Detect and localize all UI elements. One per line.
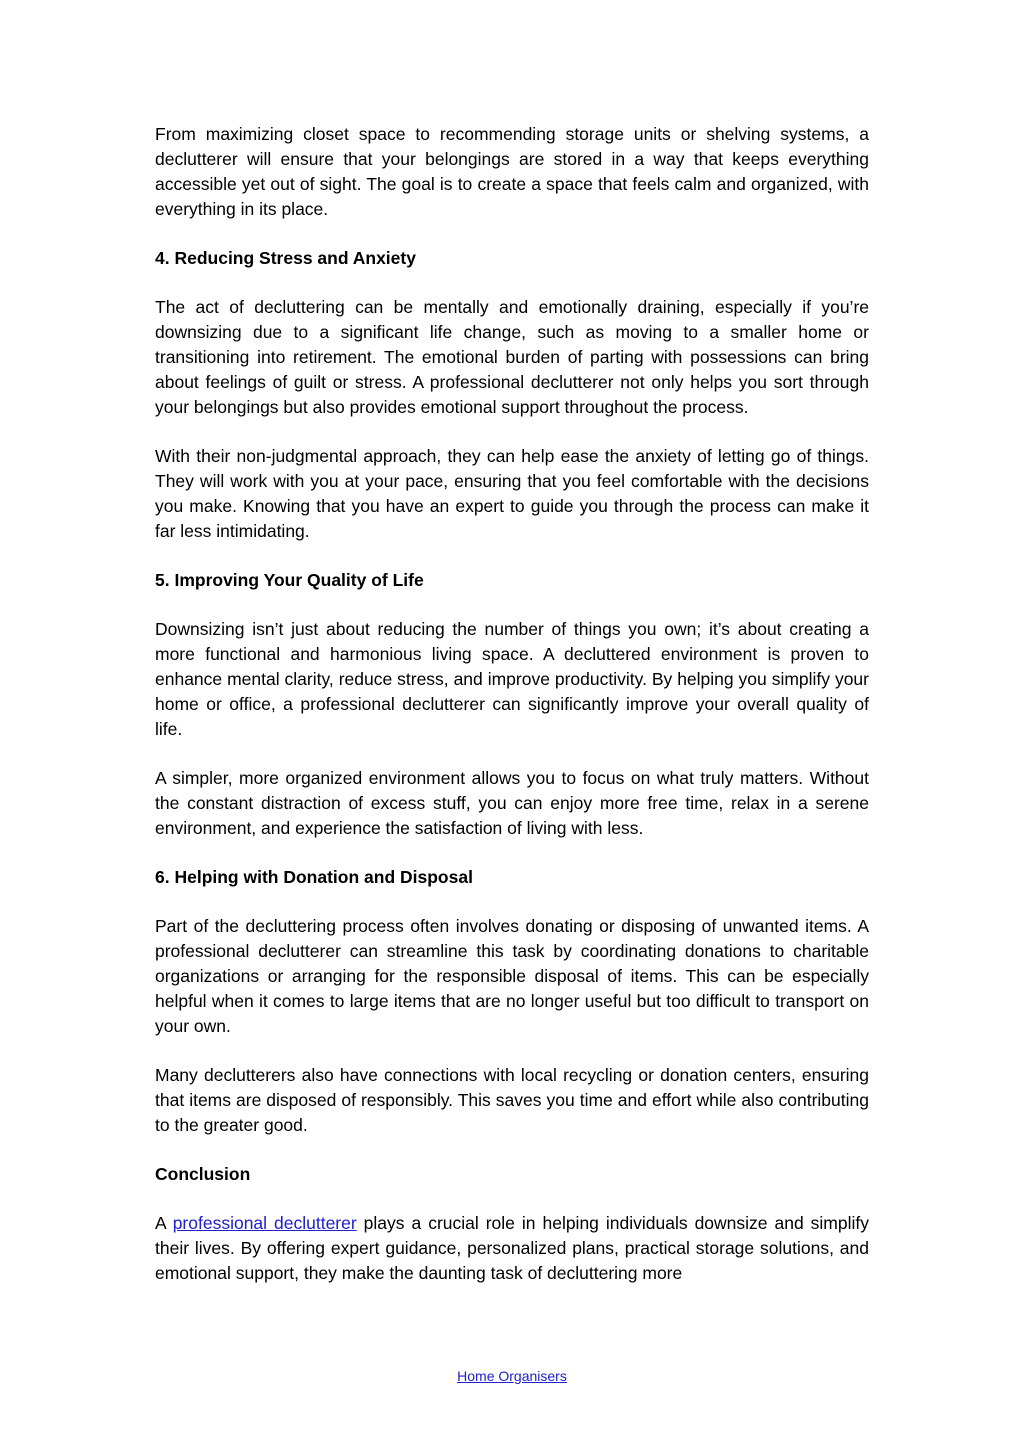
paragraph-non-judgmental: With their non-judgmental approach, they can help ease the anxiety of letting go of things. They will work with you at your pace, ensuring that you feel comfortable with the decisions you make. Knowing that you have an expert to guide you through the process can make it far less intimidating. xyxy=(155,446,869,541)
conclusion-suffix: plays a crucial role in helping individuals downsize and simplify their lives. By offering expert guidance, personalized plans, practical storage solutions, and emotional support, they make the daunting task of decluttering more xyxy=(155,1213,869,1283)
conclusion-prefix: A xyxy=(155,1213,173,1233)
paragraph-storage: From maximizing closet space to recommending storage units or shelving systems, a declutterer will ensure that your belongings are stored in a way that keeps everything accessible yet out of sight. The goal is to create a space that feels calm and organized, with everything in its place. xyxy=(155,124,869,219)
paragraph-simpler-environment: A simpler, more organized environment allows you to focus on what truly matters. Without the constant distraction of excess stuff, you can enjoy more free time, relax in a serene environment, and experience the satisfaction of living with less. xyxy=(155,768,869,838)
page-footer xyxy=(0,1367,1024,1385)
paragraph-conclusion xyxy=(155,1211,869,1286)
paragraph-donating: Part of the decluttering process often involves donating or disposing of unwanted items. A professional declutterer can streamline this task by coordinating donations to charitable organizations or arranging for the responsible disposal of items. This can be especially helpful when it comes to large items that are no longer useful but too difficult to transport on your own. xyxy=(155,916,869,1036)
paragraph-recycling: Many declutterers also have connections with local recycling or donation centers, ensuring that items are disposed of responsibly. This saves you time and effort while also contributing to the greater good. xyxy=(155,1065,869,1135)
paragraph-emotional-burden: The act of decluttering can be mentally and emotionally draining, especially if you’re downsizing due to a significant life change, such as moving to a smaller home or transitioning into retirement. The emotional burden of parting with possessions can bring about feelings of guilt or stress. A professional declutterer not only helps you sort through your belongings but also provides emotional support throughout the process. xyxy=(155,297,869,417)
document-body xyxy=(155,122,869,1310)
home-organisers-link[interactable]: Home Organisers xyxy=(457,1368,567,1384)
heading-conclusion: Conclusion xyxy=(155,1164,251,1184)
heading-reducing-stress: 4. Reducing Stress and Anxiety xyxy=(155,248,416,268)
heading-donation-disposal: 6. Helping with Donation and Disposal xyxy=(155,867,473,887)
paragraph-downsizing: Downsizing isn’t just about reducing the number of things you own; it’s about creating a more functional and harmonious living space. A decluttered environment is proven to enhance mental clarity, reduce stress, and improve productivity. By helping you simplify your home or office, a professional declutterer can significantly improve your overall quality of life. xyxy=(155,619,869,739)
heading-quality-of-life: 5. Improving Your Quality of Life xyxy=(155,570,424,590)
professional-declutterer-link[interactable]: professional declutterer xyxy=(172,1213,357,1233)
